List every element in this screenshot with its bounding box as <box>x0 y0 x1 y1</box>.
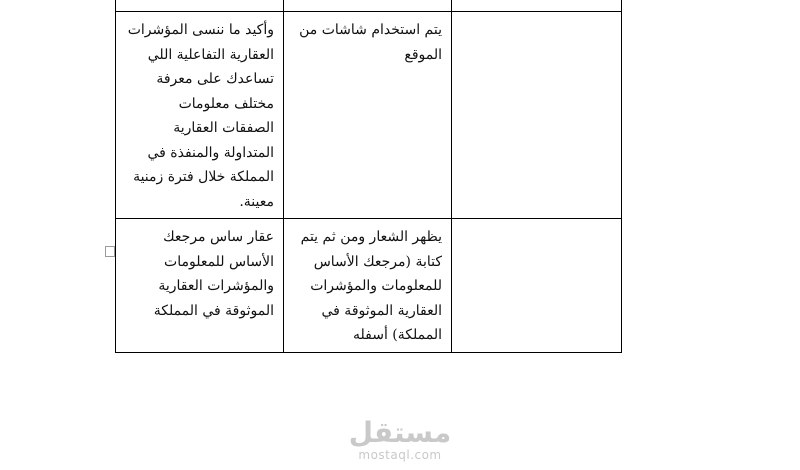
table-cell-left: وأكيد ما ننسى المؤشرات العقارية التفاعلية اللي تساعدك على معرفة مختلف معلومات الصفقات العقارية المتداولة والمنفذة في المملكة خلال فترة زمنية معينة. <box>116 12 284 219</box>
table-cell-left: عقار ساس مرجعك الأساس للمعلومات والمؤشرات العقارية الموثوقة في المملكة <box>116 219 284 353</box>
paragraph-marker-icon <box>105 246 115 257</box>
table-cell-top-middle <box>284 0 452 12</box>
table-row <box>116 12 622 219</box>
table-cell-right <box>452 12 622 219</box>
watermark-brand: مستقل <box>348 416 452 449</box>
content-table <box>115 0 622 353</box>
table-cell-top-left <box>116 0 284 12</box>
watermark-domain: mostaql.com <box>358 448 442 462</box>
table-cell-middle: يتم استخدام شاشات من الموقع <box>284 12 452 219</box>
table-cell-right <box>452 219 622 353</box>
table-row-top <box>116 0 622 12</box>
table-row <box>116 219 622 353</box>
mostaql-watermark <box>340 418 460 462</box>
table-cell-middle: يظهر الشعار ومن ثم يتم كتابة (مرجعك الأساس للمعلومات والمؤشرات العقارية الموثوقة في المملكة) أسفله <box>284 219 452 353</box>
table-cell-top-right <box>452 0 622 12</box>
